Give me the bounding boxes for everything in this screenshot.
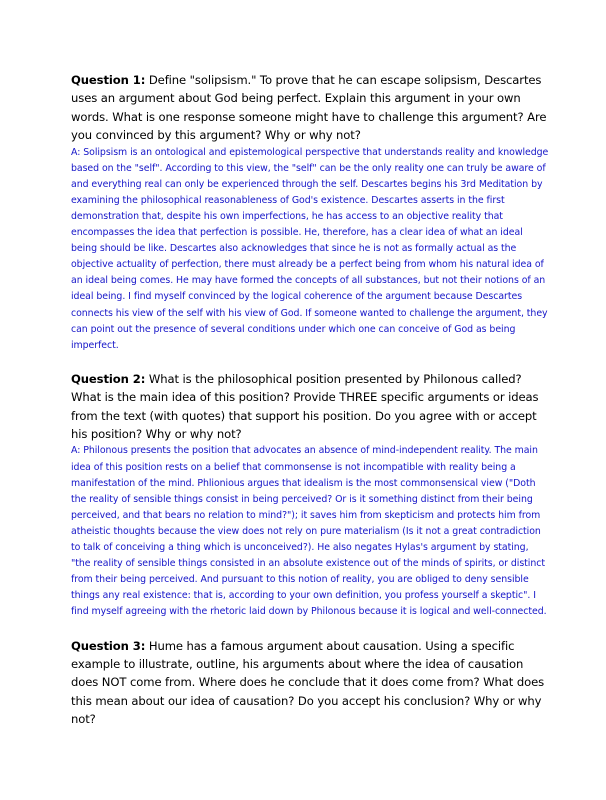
- answer-1: A: Solipsism is an ontological and epistemological perspective that understands reality and knowledge based on the "self". According to this view, the "self" can be the only reality one can truly be aware of and everything real can only be experienced through the self. Descartes begins his 3rd Meditation by examining the philosophical reasonableness of God's existence. Descartes asserts in the first demonstration that, despite his own imperfections, he has access to an objective reality that encompasses the idea that perfection is possible. He, therefore, has a clear idea of what an ideal being should be like. Descartes also acknowledges that since he is not as formally actual as the objective actuality of perfection, there must already be a perfect being from whom his natural idea of an ideal being comes. He may have formed the concepts of all substances, but not their notions of an ideal being. I find myself convinced by the logical coherence of the argument because Descartes connects his view of the self with his view of God. If someone wanted to challenge the argument, they can point out the presence of several conditions under which one can conceive of God as being imperfect.: [71, 146, 549, 351]
- question-block-3: [71, 637, 549, 729]
- question-1-text: Define "solipsism." To prove that he can escape solipsism, Descartes uses an argument about God being perfect. Explain this argument in your own words. What is one response someone might have to challenge this argument? Are you convinced by this argument? Why or why not?: [71, 73, 547, 143]
- question-2: [71, 370, 549, 444]
- question-3-label: Question 3:: [71, 638, 146, 653]
- answer-2: A: Philonous presents the position that advocates an absence of mind-independent reality. The main idea of this position rests on a belief that commonsense is not incompatible with reality being a manifestation of the mind. Phlionious argues that idealism is the most commonsensical view ("Doth the reality of sensible things consist in being perceived? Or is it something distinct from their being perceived, and that bears no relation to mind?"); it saves him from skepticism and protects him from atheistic thoughts because the view does not rely on pure materialism (Is it not a great contradiction to talk of conceiving a thing which is unconceived?). He also negates Hylas's argument by stating, "the reality of sensible things consisted in an absolute existence out of the minds of spirits, or distinct from their being perceived. And pursuant to this notion of reality, you are obliged to deny sensible things any real existence: that is, according to your own definition, you profess yourself a skeptic". I find myself agreeing with the rhetoric laid down by Philonous because it is logical and well-connected.: [71, 445, 547, 618]
- paragraph-gap: [71, 354, 549, 370]
- question-1-label: Question 1:: [71, 73, 146, 87]
- paragraph-gap: [71, 621, 549, 637]
- question-3: [71, 637, 549, 729]
- question-block-2: [71, 370, 549, 621]
- question-2-label: Question 2:: [71, 371, 146, 386]
- question-3-text: Hume has a famous argument about causation. Using a specific example to illustrate, outline, his arguments about where the idea of causation does NOT come from. Where does he conclude that it does come from? What does this mean about our idea of causation? Do you accept his conclusion? Why or why not?: [71, 638, 545, 727]
- document-page: [71, 71, 549, 729]
- question-block-1: [71, 71, 549, 354]
- question-2-text: What is the philosophical position presented by Philonous called? What is the main idea of this position? Provide THREE specific arguments or ideas from the text (with quotes) that support his position. Do you agree with or accept his position? Why or why not?: [71, 371, 539, 442]
- question-1: [71, 71, 549, 145]
